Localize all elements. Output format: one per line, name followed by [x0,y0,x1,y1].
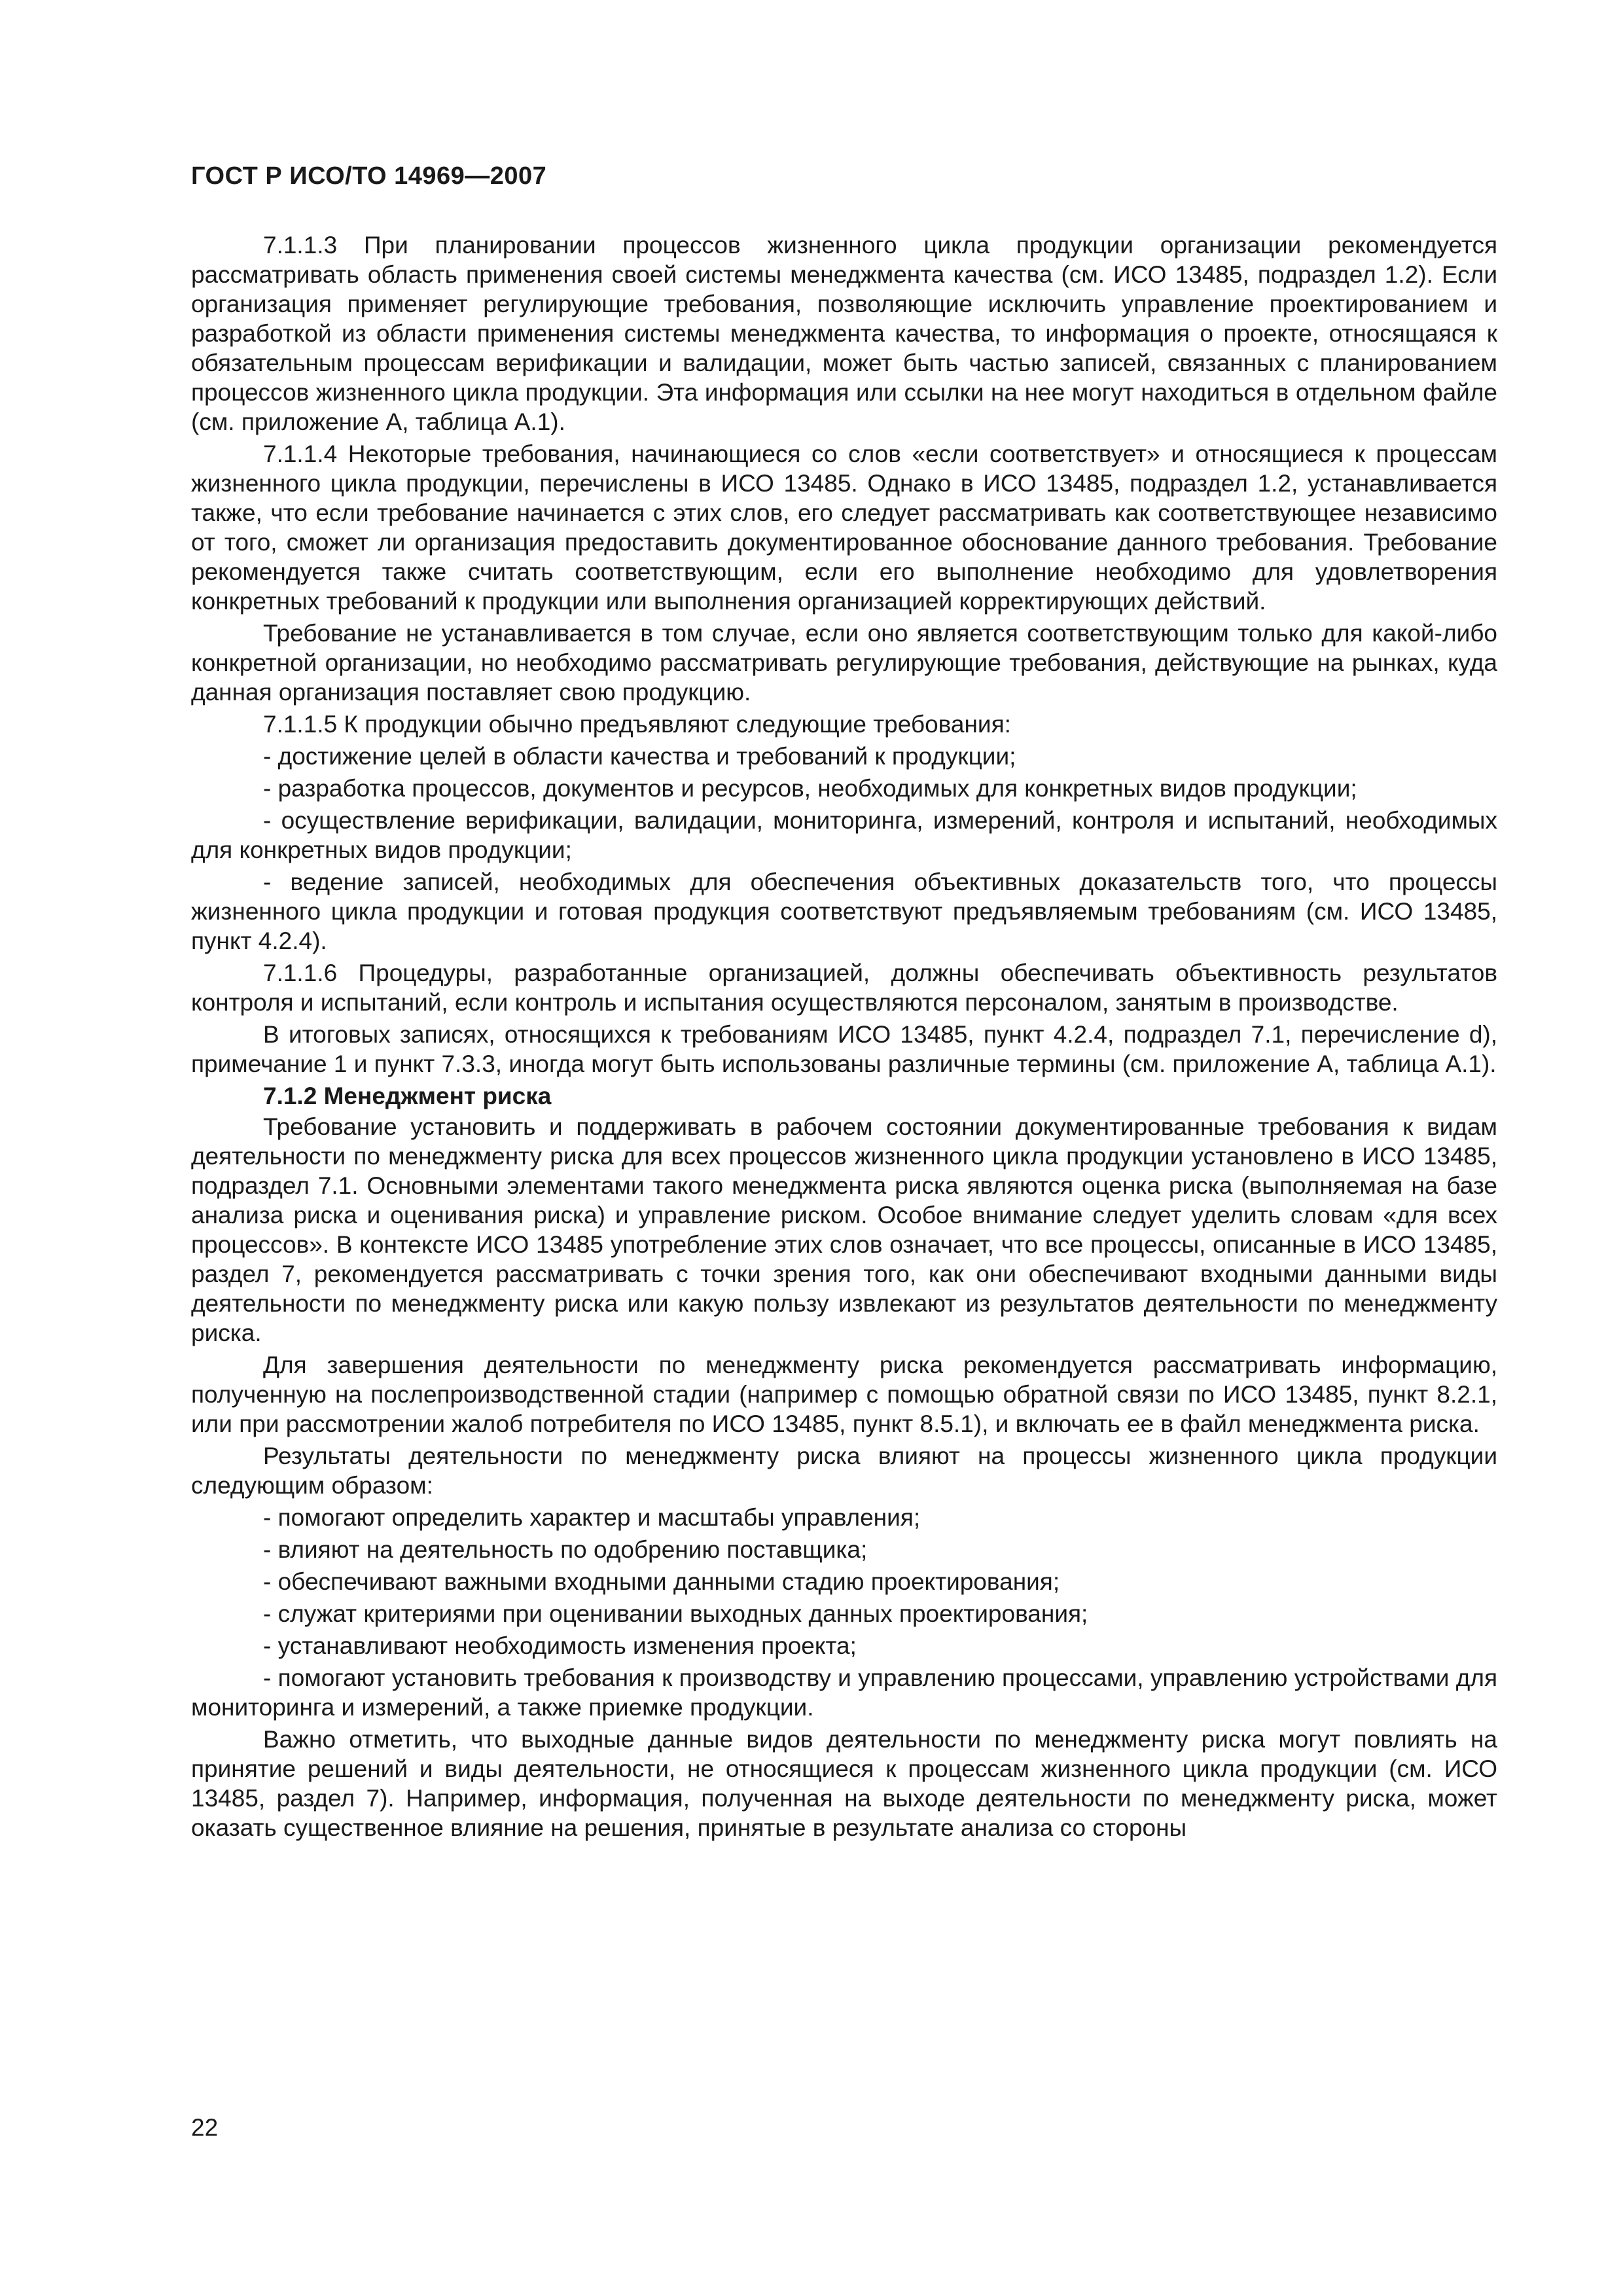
list-item: - служат критериями при оценивании выходных данных проектирования; [191,1599,1497,1628]
body-text [191,230,1497,1845]
list-item: - осуществление верификации, валидации, мониторинга, измерений, контроля и испытаний, необходимых для конкретных видов продукции; [191,806,1497,865]
paragraph-7-1-1-4: 7.1.1.4 Некоторые требования, начинающиеся со слов «если соответствует» и относящиеся к процессам жизненного цикла продукции, перечислены в ИСО 13485. Однако в ИСО 13485, подраздел 1.2, устанавливается также, что если требование начинается с этих слов, его следует рассматривать как соответствующее независимо от того, сможет ли организация предоставить документированное обоснование данного требования. Требование рекомендуется также считать соответствующим, если его выполнение необходимо для удовлетворения конкретных требований к продукции или выполнения организацией корректирующих действий. [191,440,1497,615]
paragraph-7-1-1-5: 7.1.1.5 К продукции обычно предъявляют следующие требования: [263,711,1011,738]
list-item: - обеспечивают важными входными данными стадию проектирования; [191,1567,1497,1596]
paragraph: Требование не устанавливается в том случае, если оно является соответствующим только для какой-либо конкретной организации, но необходимо рассматривать регулирующие требования, действующие на рынках, куда данная организация поставляет свою продукцию. [191,620,1497,706]
list-item: - устанавливают необходимость изменения проекта; [191,1631,1497,1660]
page-number: 22 [191,2114,219,2141]
paragraph: В итоговых записях, относящихся к требованиям ИСО 13485, пункт 4.2.4, подраздел 7.1, перечисление d), примечание 1 и пункт 7.3.3, иногда могут быть использованы различные термины (см. приложение А, таблица А.1). [191,1021,1497,1077]
paragraph: Результаты деятельности по менеджменту риска влияют на процессы жизненного цикла продукции следующим образом: [191,1443,1497,1499]
document-header: ГОСТ Р ИСО/ТО 14969—2007 [191,162,547,190]
list-item: - ведение записей, необходимых для обеспечения объективных доказательств того, что процессы жизненного цикла продукции и готовая продукция соответствуют предъявляемым требованиям (см. ИСО 13485, пункт 4.2.4). [191,867,1497,956]
paragraph-7-1-1-6: 7.1.1.6 Процедуры, разработанные организацией, должны обеспечивать объективность результатов контроля и испытаний, если контроль и испытания осуществляются персоналом, занятым в производстве. [191,960,1497,1016]
list-item: - помогают установить требования к производству и управлению процессами, управлению устройствами для мониторинга и измерений, а также приемке продукции. [191,1663,1497,1722]
paragraph: Требование установить и поддерживать в рабочем состоянии документированные требования к видам деятельности по менеджменту риска для всех процессов жизненного цикла продукции установлено в ИСО 13485, подраздел 7.1. Основными элементами такого менеджмента риска являются оценка риска (выполняемая на базе анализа риска и оценивания риска) и управление риском. Особое внимание следует уделить словам «для всех процессов». В контексте ИСО 13485 употребление этих слов означает, что все процессы, описанные в ИСО 13485, раздел 7, рекомендуется рассматривать с точки зрения того, как они обеспечивают входными данными виды деятельности по менеджменту риска или какую пользу извлекают из результатов деятельности по менеджменту риска. [191,1113,1497,1346]
list-item: - достижение целей в области качества и требований к продукции; [191,742,1497,771]
list-item: - влияют на деятельность по одобрению поставщика; [191,1535,1497,1564]
section-heading: 7.1.2 Менеджмент риска [263,1083,552,1109]
list-item: - помогают определить характер и масштабы управления; [191,1503,1497,1532]
paragraph: Для завершения деятельности по менеджменту риска рекомендуется рассматривать информацию, полученную на послепроизводственной стадии (например с помощью обратной связи по ИСО 13485, пункт 8.2.1, или при рассмотрении жалоб потребителя по ИСО 13485, пункт 8.5.1), и включать ее в файл менеджмента риска. [191,1352,1497,1437]
list-item: - разработка процессов, документов и ресурсов, необходимых для конкретных видов продукции; [191,774,1497,803]
paragraph-7-1-1-3: 7.1.1.3 При планировании процессов жизненного цикла продукции организации рекомендуется рассматривать область применения своей системы менеджмента качества (см. ИСО 13485, подраздел 1.2). Если организация применяет регулирующие требования, позволяющие исключить управление проектированием и разработкой из области применения системы менеджмента качества, то информация о проекте, относящаяся к обязательным процессам верификации и валидации, может быть частью записей, связанных с планированием процессов жизненного цикла продукции. Эта информация или ссылки на нее могут находиться в отдельном файле (см. приложение А, таблица А.1). [191,232,1497,435]
paragraph: Важно отметить, что выходные данные видов деятельности по менеджменту риска могут повлиять на принятие решений и виды деятельности, не относящиеся к процессам жизненного цикла продукции (см. ИСО 13485, раздел 7). Например, информация, полученная на выходе деятельности по менеджменту риска, может оказать существенное влияние на решения, принятые в результате анализа со стороны [191,1726,1497,1841]
